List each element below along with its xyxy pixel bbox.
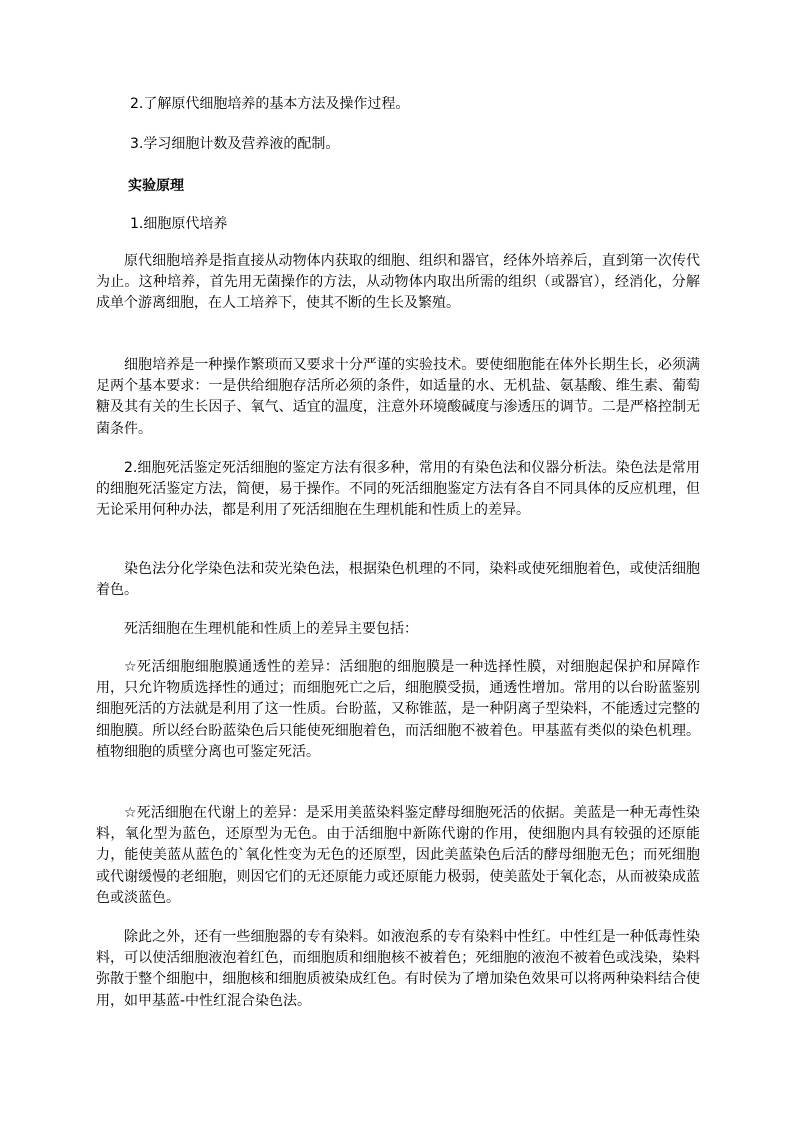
paragraph-primary-culture: 原代细胞培养是指直接从动物体内获取的细胞、组织和器官，经体外培养后，直到第一次传代为止。这种培养，首先用无菌操作的方法，从动物体内取出所需的组织（或器官），经消化，分解成单个游离细胞，在人工培养下，使其不断的生长及繁殖。: [96, 253, 700, 312]
paragraph-staining-types: 染色法分化学染色法和荧光染色法，根据染色机理的不同，染料或使死细胞着色，或使活细胞着色。: [96, 561, 700, 599]
objective-item-3: 3.学习细胞计数及营养液的配制。: [130, 136, 340, 152]
subsection-heading: 1.细胞原代培养: [130, 216, 228, 232]
paragraph-differences-intro: 死活细胞在生理机能和性质上的差异主要包括：: [124, 621, 418, 637]
section-heading: 实验原理: [128, 178, 184, 194]
paragraph-metabolism: ☆死活细胞在代谢上的差异：是采用美蓝染料鉴定酵母细胞死活的依据。美蓝是一种无毒性染料，氧化型为蓝色，还原型为无色。由于活细胞中新陈代谢的作用，使细胞内具有较强的还原能力，能使美蓝从蓝色的`氧化性变为无色的还原型，因此美蓝染色后活的酵母细胞无色；而死细胞或代谢缓慢的老细胞，则因它们的无还原能力或还原能力极弱，使美蓝处于氧化态，从而被染成蓝色或淡蓝色。: [96, 805, 700, 906]
paragraph-culture-requirements: 细胞培养是一种操作繁琐而又要求十分严谨的实验技术。要使细胞能在体外长期生长，必须满足两个基本要求：一是供给细胞存活所必须的条件，如适量的水、无机盐、氨基酸、维生素、葡萄糖及其有关的生长因子、氧气、适宜的温度，注意外环境酸碱度与渗透压的调节。二是严格控制无菌条件。: [96, 357, 700, 437]
objective-item-2: 2.了解原代细胞培养的基本方法及操作过程。: [130, 96, 410, 112]
paragraph-membrane-permeability: ☆死活细胞细胞膜通透性的差异：活细胞的细胞膜是一种选择性膜，对细胞起保护和屏障作用，只允许物质选择性的通过；而细胞死亡之后，细胞膜受损，通透性增加。常用的以台盼蓝鉴别细胞死活的方法就是利用了这一性质。台盼蓝，又称锥蓝，是一种阴离子型染料，不能透过完整的细胞膜。所以经台盼蓝染色后只能使死细胞着色，而活细胞不被着色。甲基蓝有类似的染色机理。植物细胞的质壁分离也可鉴定死活。: [96, 659, 700, 760]
paragraph-viability-methods: 2.细胞死活鉴定死活细胞的鉴定方法有很多种，常用的有染色法和仪器分析法。染色法是常用的细胞死活鉴定方法，简便，易于操作。不同的死活细胞鉴定方法有各自不同具体的反应机理，但无论采用何种办法，都是利用了死活细胞在生理机能和性质上的差异。: [96, 460, 700, 519]
paragraph-organelle-dyes: 除此之外，还有一些细胞器的专有染料。如液泡系的专有染料中性红。中性红是一种低毒性染料，可以使活细胞液泡着红色，而细胞质和细胞核不被着色；死细胞的液泡不被着色或浅染，染料弥散于整个细胞中，细胞核和细胞质被染成红色。有时侯为了增加染色效果可以将两种染料结合使用，如甲基蓝-中性红混合染色法。: [96, 929, 700, 1009]
